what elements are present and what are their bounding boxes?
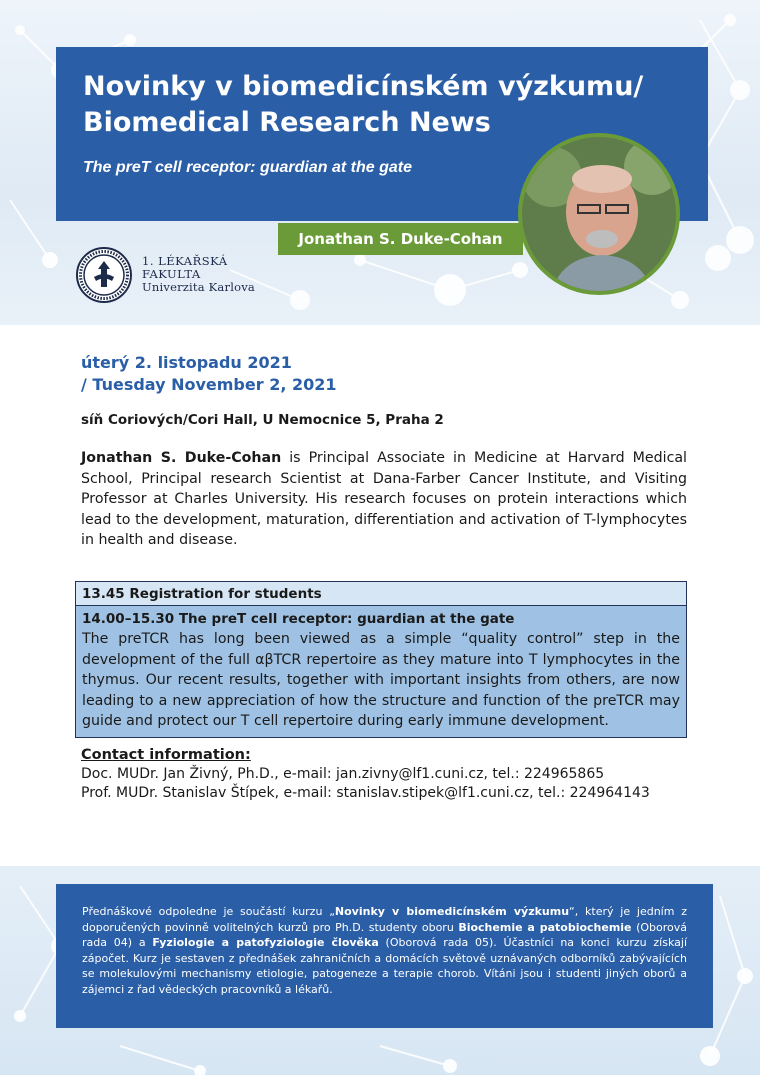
- faculty-logo-text: 1. LÉKAŘSKÁ FAKULTA Univerzita Karlova: [142, 254, 255, 294]
- talk-abstract: The preTCR has long been viewed as a simple “quality control” step in the development of the full αβTCR repertoire as they mature into T lymphocytes in the thymus. Our recent results, together with important insights from others, are now leading to a new appreciation of how the structure and function of the preTCR may guide and protect our T cell repertoire during early immune development.: [82, 631, 680, 729]
- contact-info: [81, 746, 650, 803]
- page-title: Novinky v biomedicínském výzkumu/ Biomedical Research News: [83, 71, 644, 138]
- contact-line: Prof. MUDr. Stanislav Štípek, e-mail: stanislav.stipek@lf1.cuni.cz, tel.: 224964143: [81, 785, 650, 801]
- event-date: úterý 2. listopadu 2021 / Tuesday November 2, 2021: [81, 353, 337, 394]
- bio-name: Jonathan S. Duke-Cohan: [81, 450, 282, 466]
- faculty-seal-icon: [76, 247, 132, 303]
- bio-text: is Principal Associate in Medicine at Harvard Medical School, Principal research Scientist at Dana-Farber Cancer Institute, and Visiting Professor at Charles University. His research focuses on protein interactions which lead to the development, maturation, differentiation and activation of T-lymphocytes in health and disease.: [81, 450, 687, 548]
- lecture-subtitle: The preT cell receptor: guardian at the gate: [83, 159, 412, 176]
- registration-row: 13.45 Registration for students: [76, 582, 686, 606]
- talk-heading: 14.00–15.30 The preT cell receptor: guardian at the gate: [82, 611, 515, 627]
- course-info-box: Přednáškové odpoledne je součástí kurzu „Novinky v biomedicínském výzkumu“, který je jedním z doporučených povinně volitelných kurzů pro Ph.D. studenty oboru Biochemie a patobiochemie (Oborová rada 04) a Fyziologie a patofyziologie člověka (Oborová rada 05). Účastníci na konci kurzu získají zápočet. Kurz je sestaven z přednášek zahraničních a domácích světově uznávaných odborníků zabývajících se molekulovými mechanismy etiologie, patogeneze a terapie chorob. Vítáni jsou i studenti jiných oborů a zájemci z řad vědeckých pracovníků a lékařů.: [56, 884, 713, 1028]
- contact-line: Doc. MUDr. Jan Živný, Ph.D., e-mail: jan.zivny@lf1.cuni.cz, tel.: 224965865: [81, 766, 605, 782]
- speaker-name-tag: Jonathan S. Duke-Cohan: [278, 223, 523, 255]
- speaker-photo: [518, 133, 680, 295]
- event-venue: síň Coriových/Cori Hall, U Nemocnice 5, Praha 2: [81, 412, 444, 428]
- talk-row: [76, 606, 686, 737]
- program-table: [75, 581, 687, 738]
- speaker-bio: [81, 448, 687, 551]
- contact-heading: Contact information:: [81, 747, 251, 763]
